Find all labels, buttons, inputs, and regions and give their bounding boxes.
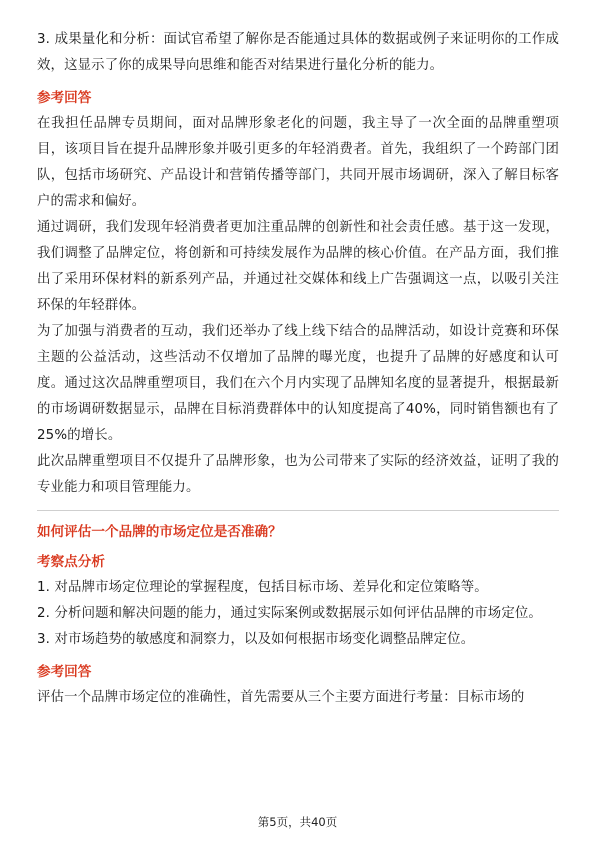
answer-paragraph: 为了加强与消费者的互动，我们还举办了线上线下结合的品牌活动，如设计竞赛和环保主题的公益活动，这些活动不仅增加了品牌的曝光度，也提升了品牌的好感度和认可度。通过这次品牌重塑项目，我们在六个月内实现了品牌知名度的显著提升，根据最新的市场调研数据显示，品牌在目标消费群体中的认知度提高了40%，同时销售额也有了25%的增长。: [37, 324, 559, 443]
answer-paragraph: 此次品牌重塑项目不仅提升了品牌形象，也为公司带来了实际的经济效益，证明了我的专业能力和项目管理能力。: [37, 454, 559, 495]
reference-answer-heading: 参考回答: [37, 90, 92, 106]
answer-paragraph: 在我担任品牌专员期间，面对品牌形象老化的问题，我主导了一次全面的品牌重塑项目，该项目旨在提升品牌形象并吸引更多的年轻消费者。首先，我组织了一个跨部门团队，包括市场研究、产品设计和营销传播等部门，共同开展市场调研，深入了解目标客户的需求和偏好。: [37, 116, 559, 209]
answer-paragraph: 通过调研，我们发现年轻消费者更加注重品牌的创新性和社会责任感。基于这一发现，我们调整了品牌定位，将创新和可持续发展作为品牌的核心价值。在产品方面，我们推出了采用环保材料的新系列产品，并通过社交媒体和线上广告强调这一点，以吸引关注环保的年轻群体。: [37, 220, 559, 313]
answer-paragraph: 评估一个品牌市场定位的准确性，首先需要从三个主要方面进行考量：目标市场的: [37, 690, 525, 705]
analysis-point: 2. 分析问题和解决问题的能力，通过实际案例或数据展示如何评估品牌的市场定位。: [37, 606, 542, 621]
document-page: [37, 27, 559, 711]
analysis-point: 1. 对品牌市场定位理论的掌握程度，包括目标市场、差异化和定位策略等。: [37, 580, 488, 595]
reference-answer-heading: 参考回答: [37, 664, 92, 680]
analysis-point: 3. 对市场趋势的敏感度和洞察力，以及如何根据市场变化调整品牌定位。: [37, 632, 475, 647]
section-divider: [37, 510, 559, 511]
page-footer: 第5页，共40页: [257, 815, 338, 829]
analysis-heading: 考察点分析: [37, 554, 105, 570]
analysis-point-3: 3. 成果量化和分析：面试官希望了解你是否能通过具体的数据或例子来证明你的工作成效，这显示了你的成果导向思维和能否对结果进行量化分析的能力。: [37, 32, 559, 73]
question-title: 如何评估一个品牌的市场定位是否准确？: [37, 524, 282, 540]
